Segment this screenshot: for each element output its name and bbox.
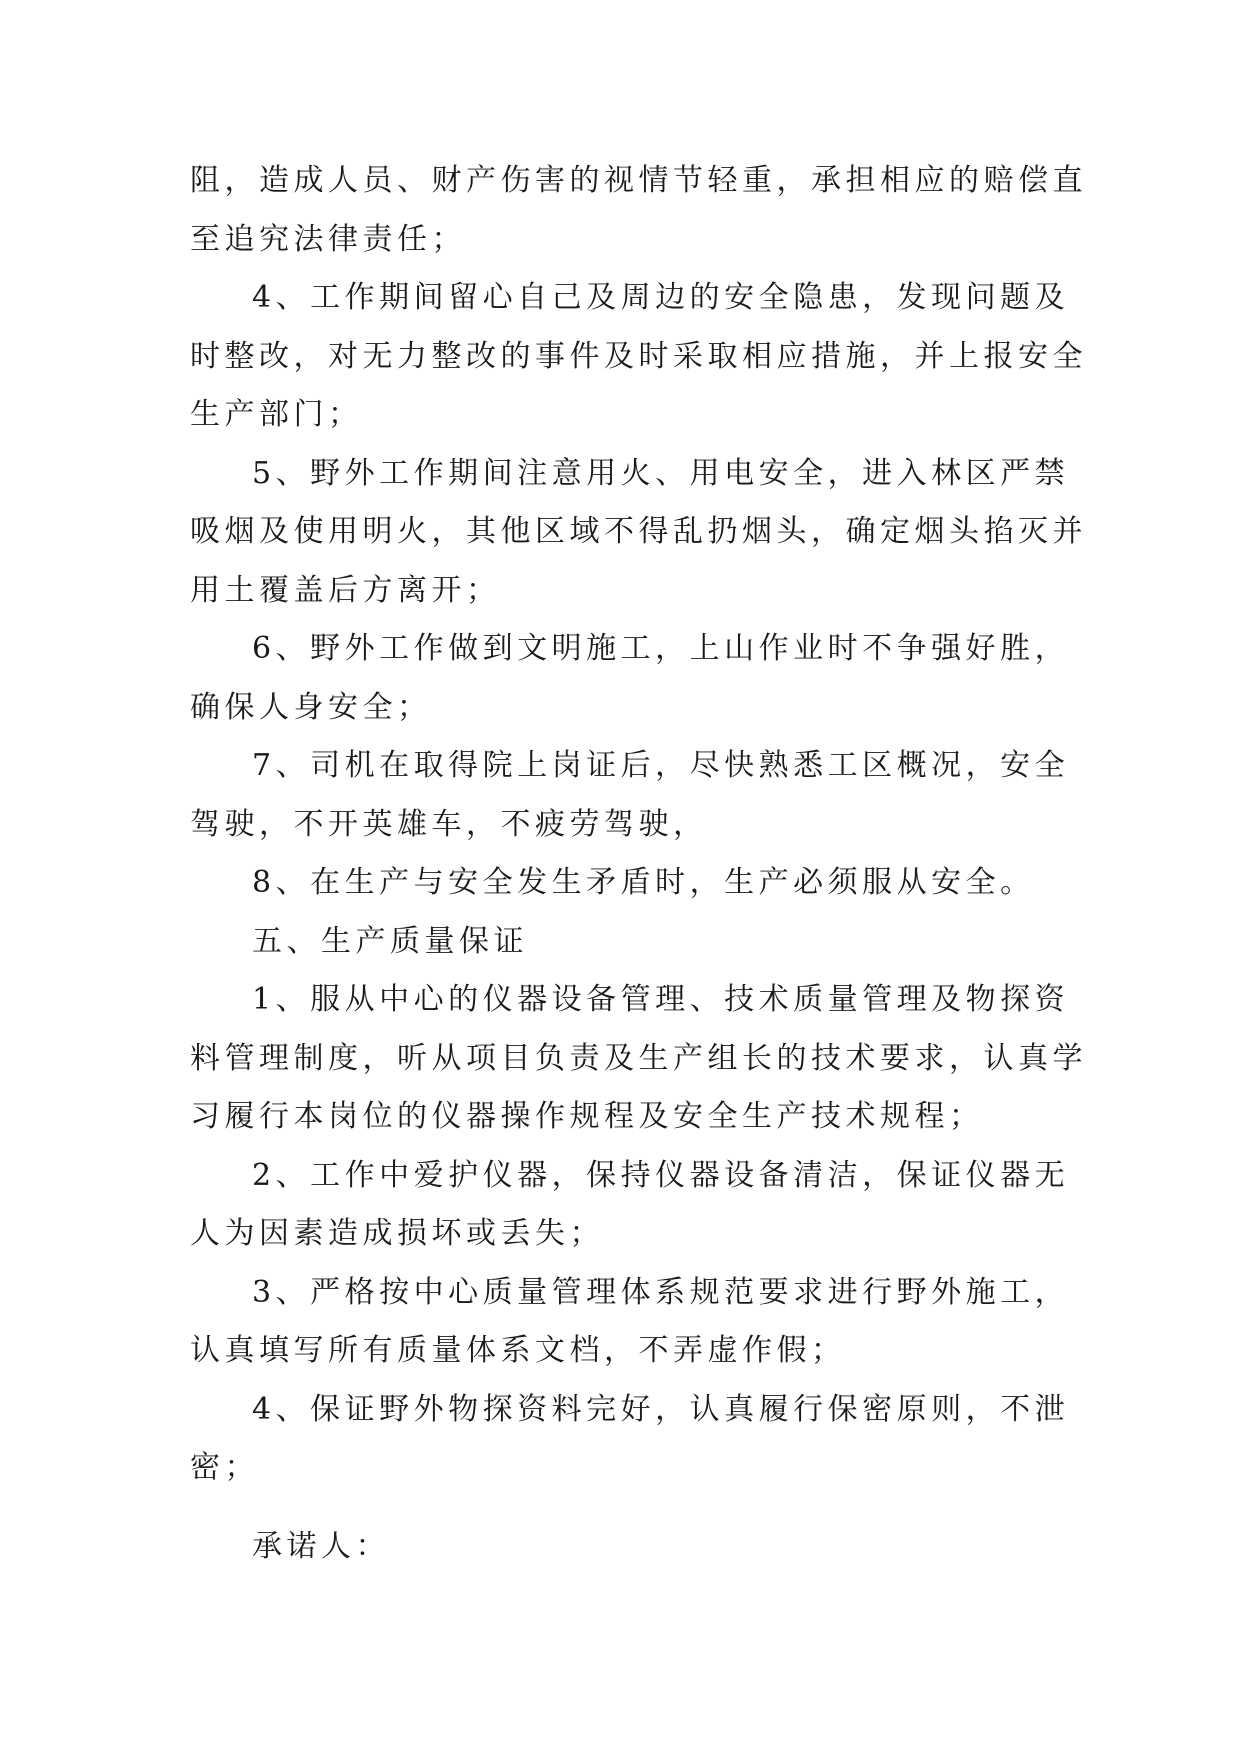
text-line: 认真填写所有质量体系文档，不弄虚作假；	[190, 1333, 846, 1368]
text-line: 1、服从中心的仪器设备管理、技术质量管理及物探资	[252, 982, 1070, 1017]
text-line: 4、保证野外物探资料完好，认真履行保密原则，不泄	[252, 1391, 1070, 1427]
text-line: 密；	[190, 1450, 259, 1485]
text-line: 料管理制度，听从项目负责及生产组长的技术要求，认真学	[190, 1040, 1087, 1076]
text-line: 6、野外工作做到文明施工，上山作业时不争强好胜，	[252, 631, 1070, 666]
text-line: 阻，造成人员、财产伤害的视情节轻重，承担相应的赔偿直	[190, 163, 1087, 198]
text-line: 人为因素造成损坏或丢失；	[190, 1216, 604, 1251]
text-line: 7、司机在取得院上岗证后，尽快熟悉工区概况，安全	[252, 748, 1070, 783]
text-line: 确保人身安全；	[190, 689, 432, 725]
text-line: 习履行本岗位的仪器操作规程及安全生产技术规程；	[190, 1099, 984, 1134]
text-line: 驾驶，不开英雄车，不疲劳驾驶，	[190, 806, 708, 842]
text-line: 至追究法律责任；	[190, 221, 466, 257]
text-line: 2、工作中爱护仪器，保持仪器设备清洁，保证仪器无	[252, 1157, 1070, 1193]
signature-label: 承诺人：	[252, 1528, 390, 1564]
text-line: 3、严格按中心质量管理体系规范要求进行野外施工，	[252, 1274, 1070, 1310]
text-line: 用土覆盖后方离开；	[190, 572, 501, 608]
text-line: 4、工作期间留心自己及周边的安全隐患，发现问题及	[252, 280, 1070, 315]
document-body	[190, 152, 1087, 1576]
section-heading: 五、生产质量保证	[252, 923, 528, 959]
text-line: 8、在生产与安全发生矛盾时，生产必须服从安全。	[252, 865, 1035, 900]
text-line: 时整改，对无力整改的事件及时采取相应措施，并上报安全	[190, 338, 1087, 374]
text-line: 吸烟及使用明火，其他区域不得乱扔烟头，确定烟头掐灭并	[190, 514, 1087, 549]
text-line: 生产部门；	[190, 397, 363, 432]
text-line: 5、野外工作期间注意用火、用电安全，进入林区严禁	[252, 455, 1070, 491]
